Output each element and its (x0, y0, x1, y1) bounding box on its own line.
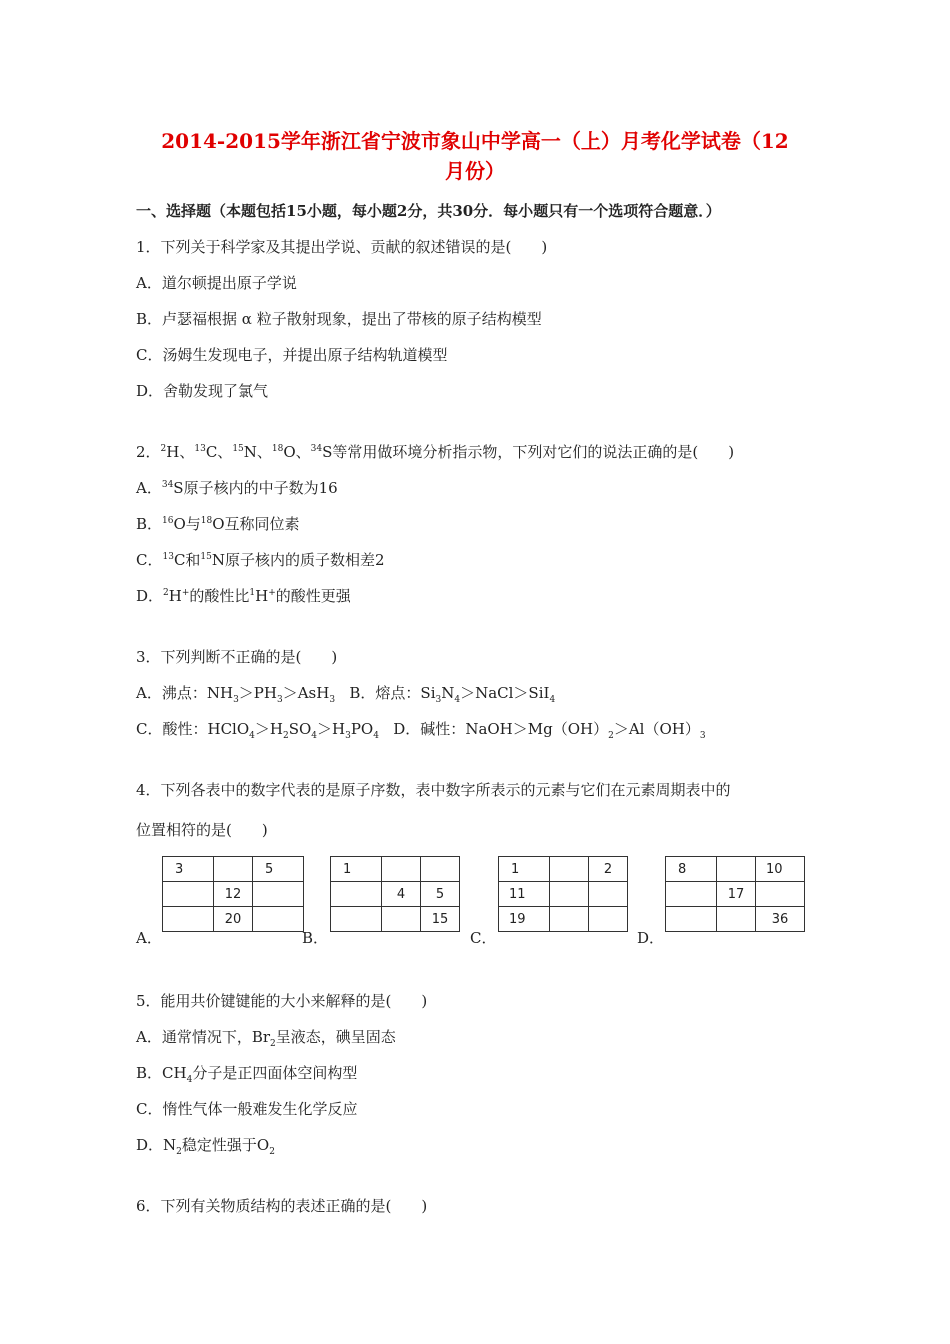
table-cell: 5 (253, 857, 304, 882)
title-line-1: 2014-2015学年浙江省宁波市象山中学高一（上）月考化学试卷（12 (161, 129, 789, 153)
table-cell (253, 907, 304, 932)
question-4-option-d-label: D． (637, 929, 665, 947)
table-cell: 2 (589, 857, 628, 882)
table-cell (550, 907, 589, 932)
table-cell (717, 857, 756, 882)
question-1-option-c: C．汤姆生发现电子，并提出原子结构轨道模型 (136, 346, 448, 364)
question-1-option-d: D．舍勒发现了氯气 (136, 382, 269, 400)
question-4-stem-line-1: 4．下列各表中的数字代表的是原子序数，表中数字所表示的元素与它们在元素周期表中的 (136, 781, 731, 799)
table-cell: 19 (499, 907, 550, 932)
table-cell: 4 (382, 882, 421, 907)
question-4-table-d (665, 856, 805, 932)
question-4-option-b-label: B． (302, 929, 329, 947)
table-cell (550, 882, 589, 907)
table-cell (382, 907, 421, 932)
table-cell (253, 882, 304, 907)
question-1-option-a: A．道尔顿提出原子学说 (136, 274, 297, 292)
question-1-stem: 1．下列关于科学家及其提出学说、贡献的叙述错误的是( ) (136, 238, 548, 256)
table-cell (666, 882, 717, 907)
question-5-option-b: B．$CH_4$分子是正四面体空间构型 (136, 1064, 358, 1085)
question-5-option-c: C．惰性气体一般难发生化学反应 (136, 1100, 358, 1118)
table-cell (331, 882, 382, 907)
table-cell (756, 882, 805, 907)
section-heading: 一、选择题（本题包括15小题，每小题2分，共30分．每小题只有一个选项符合题意．） (136, 202, 721, 220)
question-5-stem: 5．能用共价键键能的大小来解释的是( ) (136, 992, 428, 1010)
question-4-table-a (162, 856, 304, 932)
question-2-stem: 2．$^2$H、$^{13}$C、$^{15}$N、$^{18}$O、$^{34}$S等常用做环境分析指示物，下列对它们的说法正确的是( ) (136, 443, 735, 461)
table-cell (163, 907, 214, 932)
question-2-option-c: C．$^{13}$C和$^{15}$N原子核内的质子数相差2 (136, 551, 385, 569)
table-cell: 1 (499, 857, 550, 882)
question-2-option-a: A．$^{34}$S原子核内的中子数为16 (136, 479, 338, 497)
table-cell: 8 (666, 857, 717, 882)
table-cell (163, 882, 214, 907)
table-cell: 10 (756, 857, 805, 882)
table-cell: 11 (499, 882, 550, 907)
table-cell (382, 857, 421, 882)
table-cell (666, 907, 717, 932)
question-2-option-b: B．$^{16}$O与$^{18}$O互称同位素 (136, 515, 300, 533)
table-cell: 36 (756, 907, 805, 932)
table-cell (717, 907, 756, 932)
table-cell (214, 857, 253, 882)
question-4-table-c (498, 856, 628, 932)
title-line-2: 月份） (445, 159, 505, 183)
question-4-table-b (330, 856, 460, 932)
table-cell (589, 882, 628, 907)
question-5-option-d: D．$N_2$稳定性强于$O_2$ (136, 1136, 275, 1157)
question-5-option-a: A．通常情况下，$Br_2$呈液态，碘呈固态 (136, 1028, 396, 1049)
table-cell: 15 (421, 907, 460, 932)
question-1-option-b: B．卢瑟福根据 α 粒子散射现象，提出了带核的原子结构模型 (136, 310, 542, 328)
table-cell: 12 (214, 882, 253, 907)
question-3-options-ab: A．沸点：$NH_3>PH_3>AsH_3$ B．熔点：$Si_3N_4>NaCl>SiI_4$ (136, 684, 556, 705)
table-cell (589, 907, 628, 932)
question-6-stem: 6．下列有关物质结构的表述正确的是( ) (136, 1197, 428, 1215)
question-4-stem-line-2: 位置相符的是( ) (136, 821, 268, 839)
question-2-option-d: D．$^2$H+的酸性比$^1$H+的酸性更强 (136, 587, 351, 605)
question-3-options-cd: C．酸性：$HClO_4>H_2SO_4>H_3PO_4$ D．碱性：$NaOH>Mg(OH)_2>Al(OH)_3$ (136, 720, 706, 741)
exam-title (100, 126, 850, 186)
table-cell: 1 (331, 857, 382, 882)
question-3-stem: 3．下列判断不正确的是( ) (136, 648, 338, 666)
table-cell (331, 907, 382, 932)
table-cell (550, 857, 589, 882)
table-cell: 5 (421, 882, 460, 907)
table-cell: 20 (214, 907, 253, 932)
question-4-option-c-label: C． (470, 929, 497, 947)
table-cell: 3 (163, 857, 214, 882)
question-4-option-a-label: A． (136, 929, 162, 947)
table-cell (421, 857, 460, 882)
table-cell: 17 (717, 882, 756, 907)
